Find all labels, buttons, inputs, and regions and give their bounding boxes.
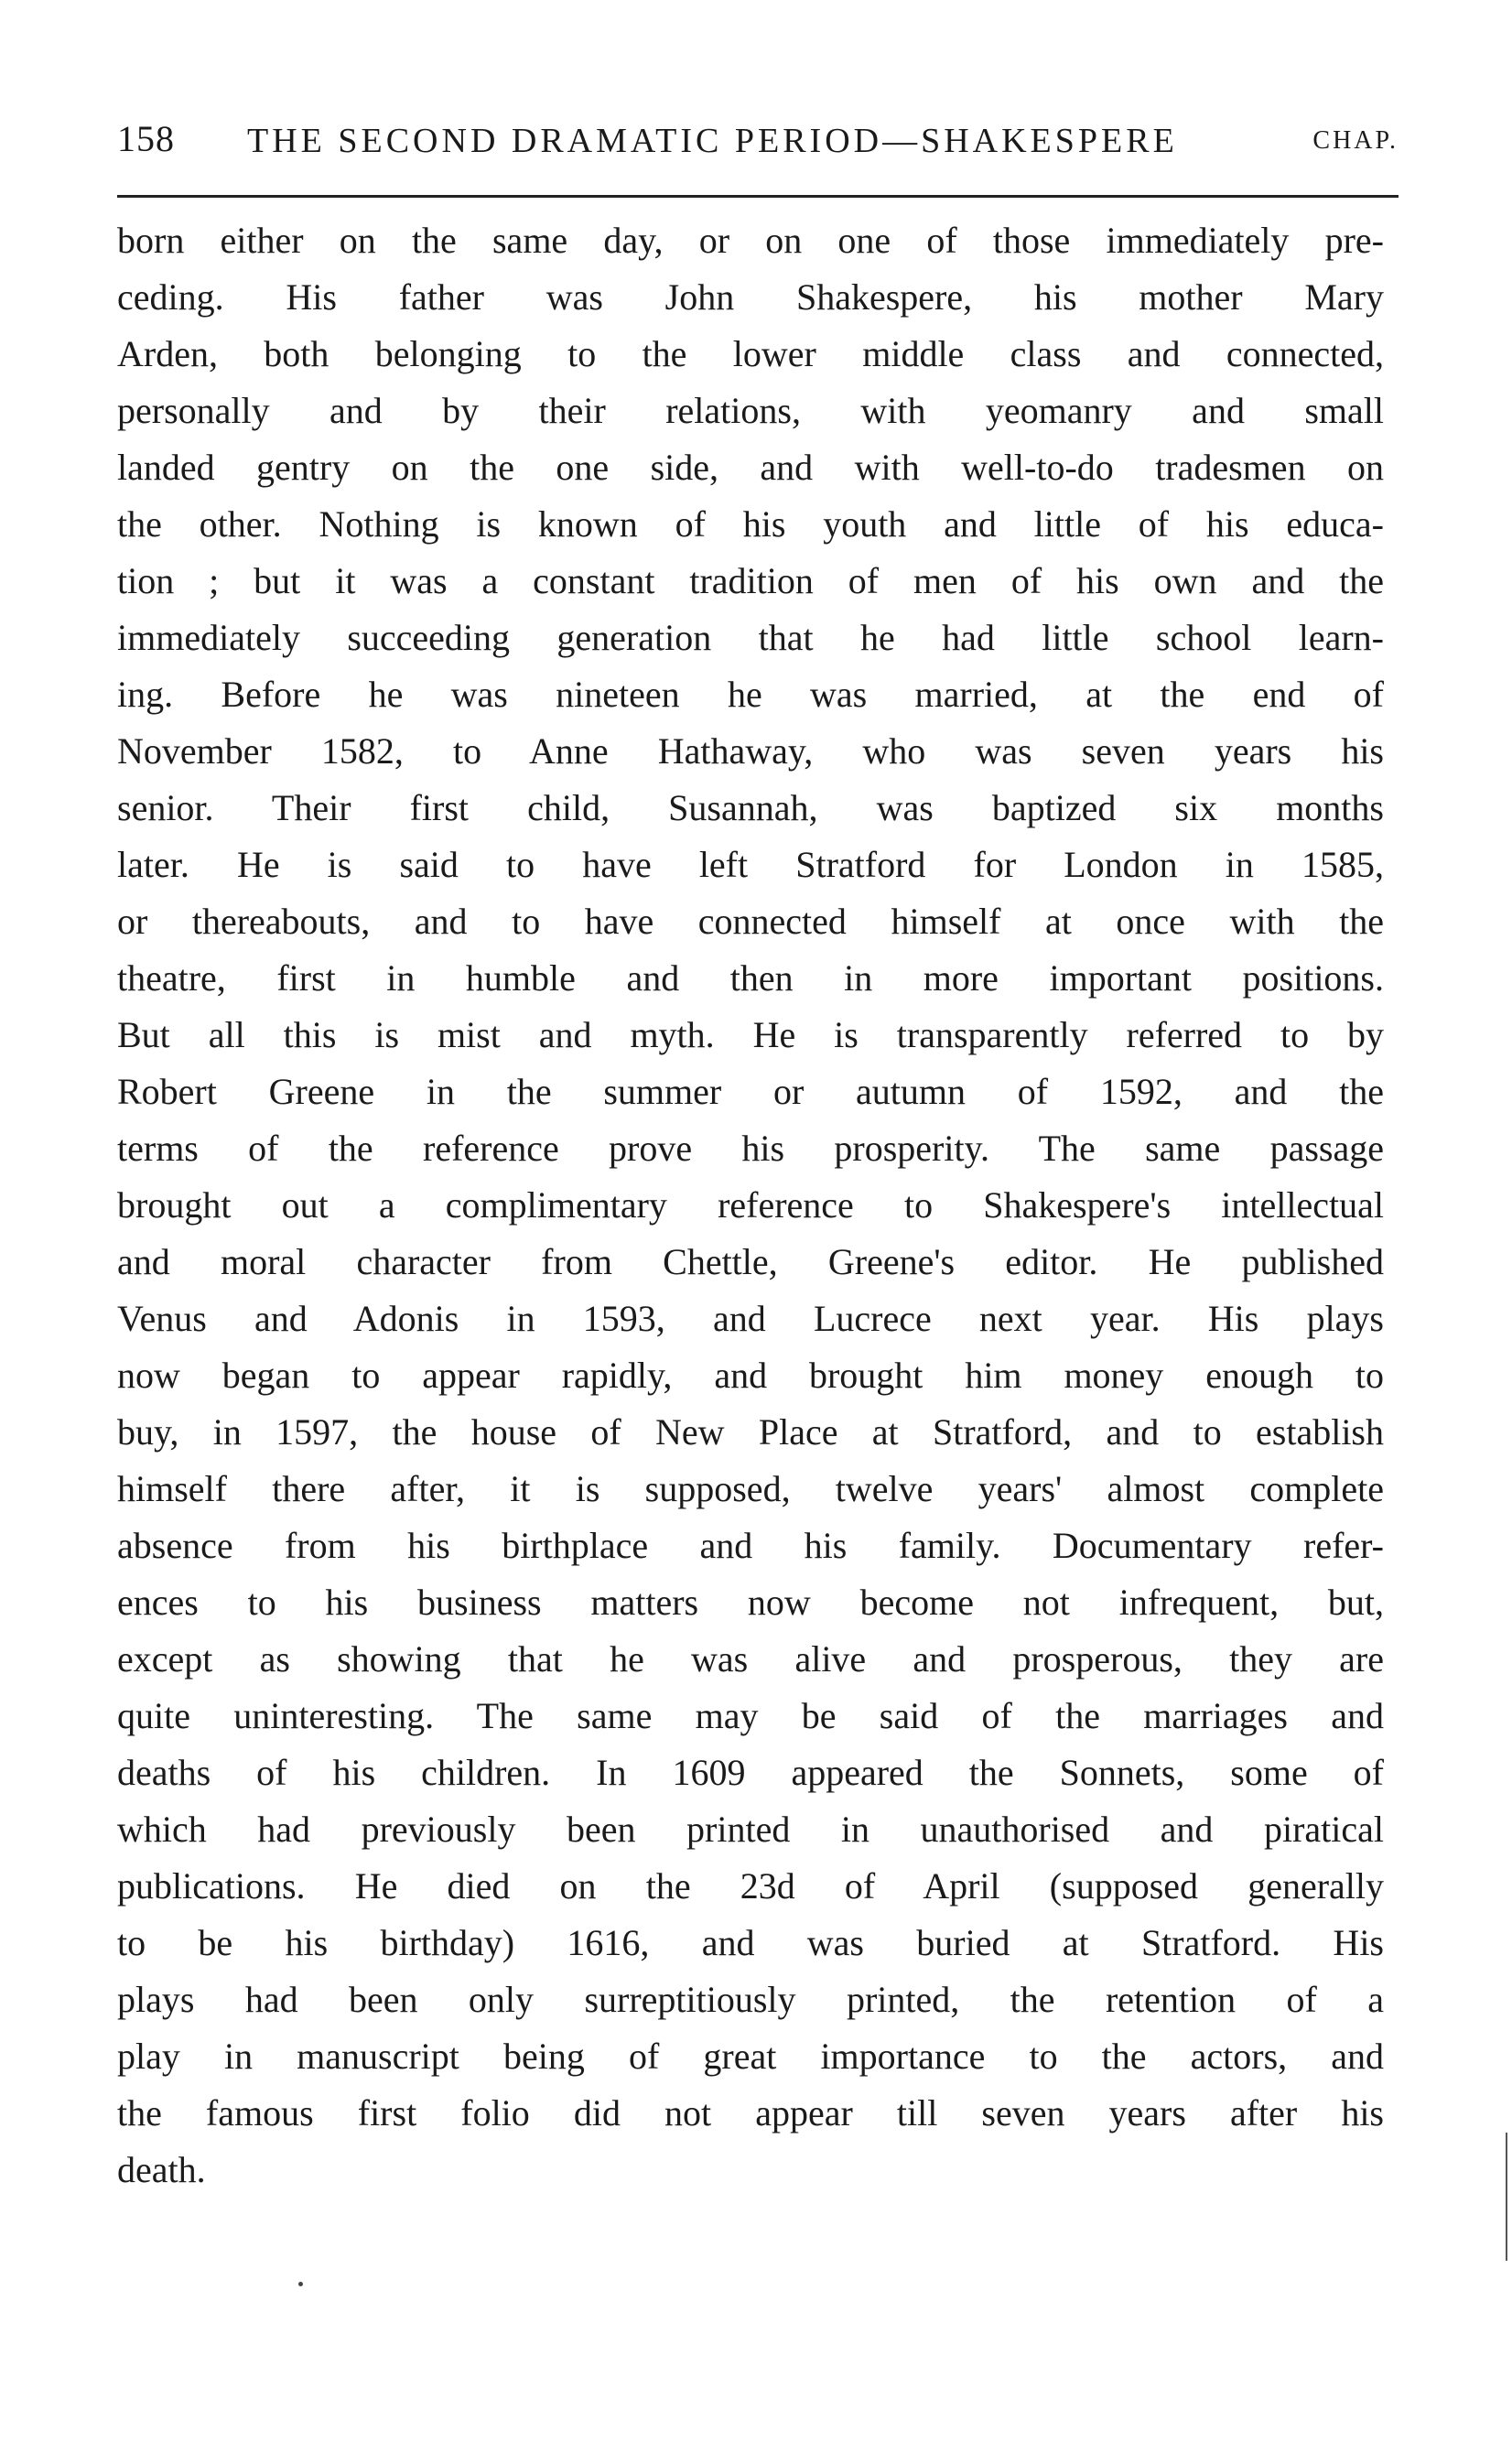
text-line: absence from his birthplace and his family. Documentary refer-: [117, 1525, 1384, 1566]
text-line: ing. Before he was nineteen he was married, at the end of: [117, 674, 1384, 715]
margin-scan-mark: [1506, 2133, 1507, 2261]
text-line: Arden, both belonging to the lower middle class and connected,: [117, 333, 1384, 374]
text-line: play in manuscript being of great importance to the actors, and: [117, 2036, 1384, 2077]
text-line: terms of the reference prove his prosperity. The same passage: [117, 1128, 1384, 1169]
body-text: [117, 212, 1384, 2198]
text-line: ceding. His father was John Shakespere, his mother Mary: [117, 276, 1384, 318]
text-line: immediately succeeding generation that he had little school learn-: [117, 617, 1384, 658]
text-line: tion ; but it was a constant tradition of men of his own and the: [117, 560, 1384, 601]
text-line: now began to appear rapidly, and brought him money enough to: [117, 1355, 1384, 1396]
text-line: November 1582, to Anne Hathaway, who was seven years his: [117, 730, 1384, 772]
text-line: the other. Nothing is known of his youth and little of his educa-: [117, 503, 1384, 545]
text-line: later. He is said to have left Stratford for London in 1585,: [117, 844, 1384, 885]
text-line: which had previously been printed in unauthorised and piratical: [117, 1809, 1384, 1850]
text-line: to be his birthday) 1616, and was buried at Stratford. His: [117, 1922, 1384, 1963]
text-line: personally and by their relations, with yeomanry and small: [117, 390, 1384, 431]
text-line: except as showing that he was alive and prosperous, they are: [117, 1638, 1384, 1680]
chapter-abbrev: CHAP.: [1312, 126, 1399, 155]
text-line: himself there after, it is supposed, twelve years' almost complete: [117, 1468, 1384, 1509]
text-line: quite uninteresting. The same may be said of the marriages and: [117, 1695, 1384, 1736]
running-title: THE SECOND DRAMATIC PERIOD—SHAKESPERE: [247, 122, 1178, 160]
running-head: [117, 117, 1399, 172]
text-line: But all this is mist and myth. He is transparently referred to by: [117, 1014, 1384, 1055]
text-line: brought out a complimentary reference to Shakespere's intellectual: [117, 1184, 1384, 1226]
text-line: senior. Their first child, Susannah, was baptized six months: [117, 787, 1384, 828]
page-number: 158: [117, 118, 175, 159]
text-line: death.: [117, 2149, 206, 2190]
text-line: plays had been only surreptitiously printed, the retention of a: [117, 1979, 1384, 2020]
text-line: Venus and Adonis in 1593, and Lucrece next year. His plays: [117, 1298, 1384, 1339]
text-line: or thereabouts, and to have connected himself at once with the: [117, 901, 1384, 942]
text-line: born either on the same day, or on one of those immediately pre-: [117, 220, 1384, 261]
text-line: publications. He died on the 23d of April (supposed generally: [117, 1865, 1384, 1907]
text-line: and moral character from Chettle, Greene's editor. He published: [117, 1241, 1384, 1282]
text-line: Robert Greene in the summer or autumn of 1592, and the: [117, 1071, 1384, 1112]
text-line: ences to his business matters now become not infrequent, but,: [117, 1582, 1384, 1623]
text-line: deaths of his children. In 1609 appeared the Sonnets, some of: [117, 1752, 1384, 1793]
text-line: landed gentry on the one side, and with well-to-do tradesmen on: [117, 447, 1384, 488]
text-line: the famous first folio did not appear till seven years after his: [117, 2092, 1384, 2134]
text-line: buy, in 1597, the house of New Place at Stratford, and to establish: [117, 1411, 1384, 1453]
print-speck: [298, 2282, 303, 2286]
header-rule: [117, 195, 1399, 198]
text-line: theatre, first in humble and then in more important positions.: [117, 957, 1384, 999]
